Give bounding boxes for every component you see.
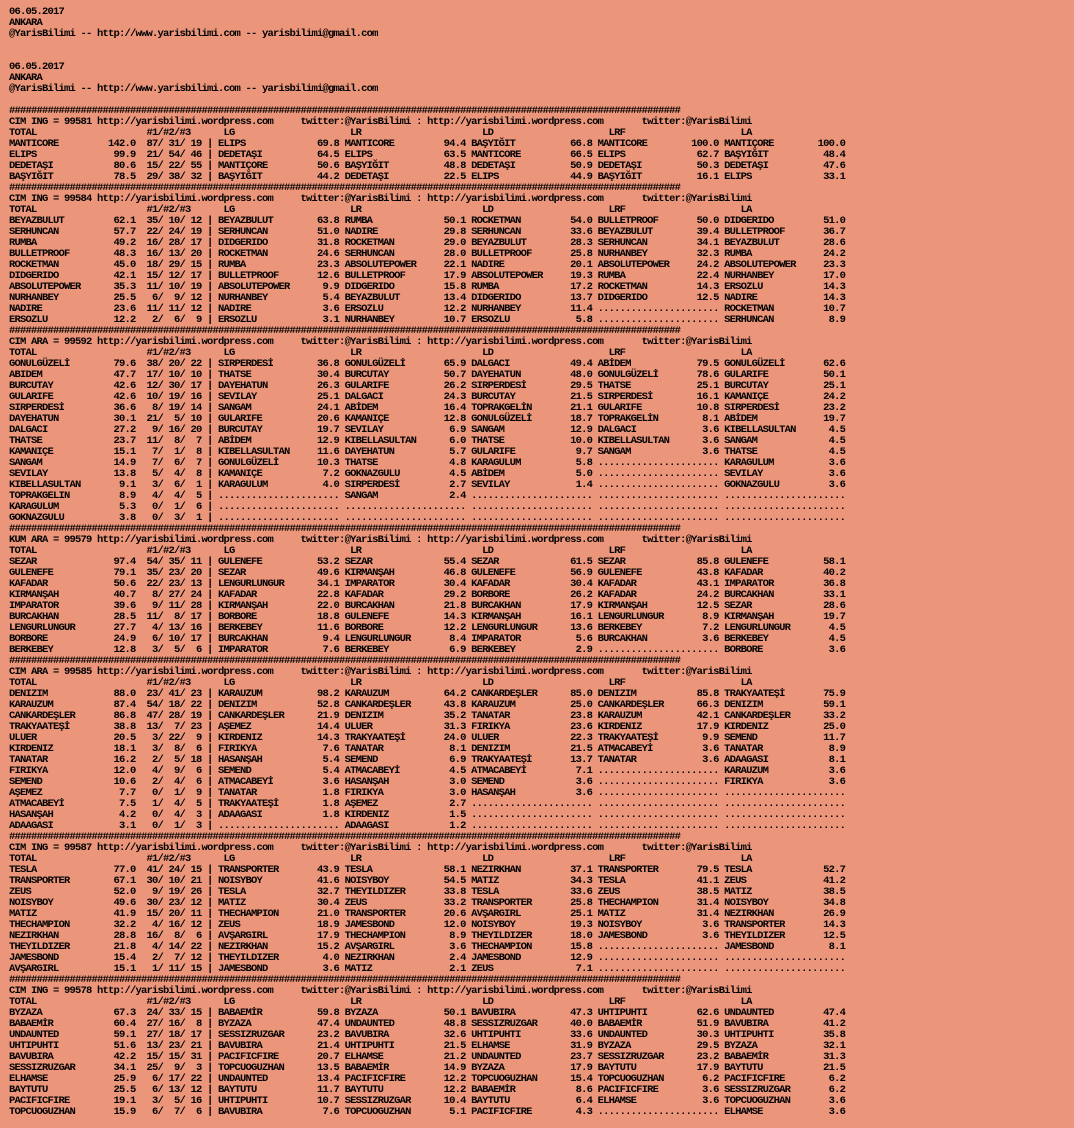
text-line: GULARIFE 42.6 10/ 19/ 16 | SEVILAY 25.1 DALGACI 24.3 BURCUTAY 21.5 SIRPERDESİ 16.1 KAMANIÇE 24.2: [9, 391, 846, 403]
text-line: LENGURLUNGUR 27.7 4/ 13/ 16 | BERKEBEY 11.6 BORBORE 12.2 LENGURLUNGUR 13.6 BERKEBEY 7.2 LENGURLUNGUR 4.5: [9, 622, 846, 634]
text-line: BURCUTAY 42.6 12/ 30/ 17 | DAYEHATUN 26.3 GULARIFE 26.2 SIRPERDESİ 29.5 THATSE 25.1 BURCUTAY 25.1: [9, 380, 846, 392]
separator-line: ##########################################################################################################################: [9, 105, 681, 117]
text-line: KARAUZUM 87.4 54/ 18/ 22 | DENIZIM 52.8 CANKARDEŞLER 43.8 KARAUZUM 25.0 CANKARDEŞLER 66.3 DENIZIM 59.1: [9, 699, 846, 711]
text-line: NEZIRKHAN 28.8 16/ 8/ 6 | AVŞARGIRL 17.9 THECHAMPION 8.9 THEYILDIZER 18.0 JAMESBOND 3.6 THEYILDIZER 12.5: [9, 930, 846, 942]
text-line: BYZAZA 67.3 24/ 33/ 15 | BABAEMİR 59.8 BYZAZA 50.1 BAVUBIRA 47.3 UHTIPUHTI 62.6 UNDAUNTED 47.4: [9, 1007, 846, 1019]
text-line: TESLA 77.0 41/ 24/ 15 | TRANSPORTER 43.9 TESLA 58.1 NEZIRKHAN 37.1 TRANSPORTER 79.5 TESLA 52.7: [9, 864, 846, 876]
text-line: CIM ARA = 99585 http://yarisbilimi.wordpress.com twitter:@YarisBilimi : http://yarisbilimi.wordpress.com twitter:@YarisBilimi: [9, 666, 752, 678]
text-line: TRAKYAATEŞİ 38.8 13/ 7/ 23 | AŞEMEZ 14.4 ULUER 31.3 FIRIKYA 23.6 KIRDENIZ 17.9 KIRDENIZ 25.0: [9, 721, 846, 733]
text-line: CANKARDEŞLER 86.8 47/ 28/ 19 | CANKARDEŞLER 21.9 DENIZIM 35.2 TANATAR 23.8 KARAUZUM 42.1 CANKARDEŞLER 33.2: [9, 710, 846, 722]
text-line: HASANŞAH 4.2 0/ 4/ 3 | ADAAGASI 1.8 KIRDENIZ 1.5 ...................... ...................... ......................: [9, 809, 846, 821]
text-line: NURHANBEY 25.5 6/ 9/ 12 | NURHANBEY 5.4 BEYAZBULUT 13.4 DIDGERIDO 13.7 DIDGERIDO 12.5 NADIRE 14.3: [9, 292, 846, 304]
text-line: @YarisBilimi -- http://www.yarisbilimi.com -- yarisbilimi@gmail.com: [9, 83, 378, 95]
text-line: IMPARATOR 39.6 9/ 11/ 28 | KIRMANŞAH 22.0 BURCAKHAN 21.8 BURCAKHAN 17.9 KIRMANŞAH 12.5 SEZAR 28.6: [9, 600, 846, 612]
text-line: TOPCUOGUZHAN 15.9 6/ 7/ 6 | BAVUBIRA 7.6 TOPCUOGUZHAN 5.1 PACIFICFIRE 4.3 ...................... ELHAMSE 3.6: [9, 1106, 846, 1118]
text-line: NOISYBOY 49.6 30/ 23/ 12 | MATIZ 30.4 ZEUS 33.2 TRANSPORTER 25.8 THECHAMPION 31.4 NOISYBOY 34.8: [9, 897, 846, 909]
text-line: SEMEND 10.6 2/ 4/ 6 | ATMACABEYİ 3.6 HASANŞAH 3.0 SEMEND 3.6 ...................... FIRIKYA 3.6: [9, 776, 846, 788]
text-line: KARAGULUM 5.3 0/ 1/ 6 | ...................... ...................... ...................... ...................... ......................: [9, 501, 846, 513]
text-line: AŞEMEZ 7.7 0/ 1/ 9 | TANATAR 1.8 FIRIKYA 3.0 HASANŞAH 3.6 ...................... ......................: [9, 787, 846, 799]
text-line: ANKARA: [9, 72, 43, 84]
text-line: ADAAGASI 3.1 0/ 1/ 3 | ...................... ADAAGASI 1.2 ...................... ...................... ......................: [9, 820, 846, 832]
text-line: ROCKETMAN 45.0 18/ 29/ 15 | RUMBA 23.3 ABSOLUTEPOWER 22.1 NADIRE 20.1 ABSOLUTEPOWER 24.2 ABSOLUTEPOWER 23.3: [9, 259, 846, 271]
text-line: BABAEMİR 60.4 27/ 16/ 8 | BYZAZA 47.4 UNDAUNTED 48.8 SESSIZRUZGAR 40.0 BABAEMİR 51.9 BAVUBIRA 41.2: [9, 1018, 846, 1030]
text-line: JAMESBOND 15.4 2/ 7/ 12 | THEYILDIZER 4.0 NEZIRKHAN 2.4 JAMESBOND 12.9 ...................... ......................: [9, 952, 846, 964]
separator-line: ##########################################################################################################################: [9, 974, 681, 986]
text-line: SESSIZRUZGAR 34.1 25/ 9/ 3 | TOPCUOGUZHAN 13.5 BABAEMİR 14.9 BYZAZA 17.9 BAYTUTU 17.9 BAYTUTU 21.5: [9, 1062, 846, 1074]
text-line: SEVILAY 13.8 5/ 4/ 8 | KAMANIÇE 7.2 GOKNAZGULU 4.5 ABİDEM 5.0 ...................... SEVILAY 3.6: [9, 468, 846, 480]
text-line: CIM ING = 99578 http://yarisbilimi.wordpress.com twitter:@YarisBilimi : http://yarisbilimi.wordpress.com twitter:@YarisBilimi: [9, 985, 752, 997]
text-line: TANATAR 16.2 2/ 5/ 18 | HASANŞAH 5.4 SEMEND 6.9 TRAKYAATEŞİ 13.7 TANATAR 3.6 ADAAGASI 8.1: [9, 754, 846, 766]
text-line: GONULGÜZELİ 79.6 38/ 20/ 22 | SIRPERDESİ 36.8 GONULGÜZELİ 65.9 DALGACI 49.4 ABİDEM 79.5 GONULGÜZELİ 62.6: [9, 358, 846, 370]
text-line: BORBORE 24.9 6/ 10/ 17 | BURCAKHAN 9.4 LENGURLUNGUR 8.4 IMPARATOR 5.6 BURCAKHAN 3.6 BERKEBEY 4.5: [9, 633, 846, 645]
text-line: DEDETAŞI 80.6 15/ 22/ 55 | MANTIÇORE 50.6 BAŞYIĞIT 48.8 DEDETAŞI 50.9 DEDETAŞI 50.3 DEDETAŞI 47.6: [9, 160, 846, 172]
text-line: BERKEBEY 12.8 3/ 5/ 6 | IMPARATOR 7.6 BERKEBEY 6.9 BERKEBEY 2.9 ...................... BORBORE 3.6: [9, 644, 846, 656]
text-line: TOTAL #1/#2/#3 LG LR LD LRF LA: [9, 545, 752, 557]
text-line: ANKARA: [9, 17, 43, 29]
text-line: GOKNAZGULU 3.8 0/ 3/ 1 | ...................... ...................... ...................... ...................... ......................: [9, 512, 846, 524]
text-line: UNDAUNTED 59.1 27/ 18/ 17 | SESSIZRUZGAR 23.2 BAVUBIRA 32.6 UHTIPUHTI 33.6 UNDAUNTED 30.3 UHTIPUHTI 35.8: [9, 1029, 846, 1041]
text-line: KUM ARA = 99579 http://yarisbilimi.wordpress.com twitter:@YarisBilimi : http://yarisbilimi.wordpress.com twitter:@YarisBilimi: [9, 534, 752, 546]
text-line: BAŞYIĞIT 78.5 29/ 38/ 32 | BAŞYIĞIT 44.2 DEDETAŞI 22.5 ELIPS 44.9 BAŞYIĞIT 16.1 ELIPS 33.1: [9, 171, 846, 183]
text-line: TOTAL #1/#2/#3 LG LR LD LRF LA: [9, 996, 752, 1008]
text-line: KIRMANŞAH 40.7 8/ 27/ 24 | KAFADAR 22.8 KAFADAR 29.2 BORBORE 26.2 KAFADAR 24.2 BURCAKHAN 33.1: [9, 589, 846, 601]
text-line: CIM ING = 99587 http://yarisbilimi.wordpress.com twitter:@YarisBilimi : http://yarisbilimi.wordpress.com twitter:@YarisBilimi: [9, 842, 752, 854]
text-line: ABSOLUTEPOWER 35.3 11/ 10/ 19 | ABSOLUTEPOWER 9.9 DIDGERIDO 15.8 RUMBA 17.2 ROCKETMAN 14.3 ERSOZLU 14.3: [9, 281, 846, 293]
text-line: [9, 40, 1074, 51]
text-line: DENIZIM 88.0 23/ 41/ 23 | KARAUZUM 98.2 KARAUZUM 64.2 CANKARDEŞLER 85.0 DENIZIM 85.8 TRAKYAATEŞİ 75.9: [9, 688, 846, 700]
text-line: ULUER 20.5 3/ 22/ 9 | KIRDENIZ 14.3 TRAKYAATEŞİ 24.0 ULUER 22.3 TRAKYAATEŞİ 9.9 SEMEND 11.7: [9, 732, 846, 744]
text-line: DAYEHATUN 30.1 21/ 5/ 10 | GULARIFE 20.6 KAMANIÇE 12.8 GONULGÜZELİ 18.7 TOPRAKGELİN 8.1 ABİDEM 19.7: [9, 413, 846, 425]
text-line: CIM ING = 99581 http://yarisbilimi.wordpress.com twitter:@YarisBilimi : http://yarisbilimi.wordpress.com twitter:@YarisBilimi: [9, 116, 752, 128]
text-line: MATIZ 41.9 15/ 20/ 11 | THECHAMPION 21.0 TRANSPORTER 20.6 AVŞARGIRL 25.1 MATIZ 31.4 NEZIRKHAN 26.9: [9, 908, 846, 920]
text-line: NADIRE 23.6 11/ 11/ 12 | NADIRE 3.6 ERSOZLU 12.2 NURHANBEY 11.4 ...................... ROCKETMAN 10.7: [9, 303, 846, 315]
text-line: DALGACI 27.2 9/ 16/ 20 | BURCUTAY 19.7 SEVILAY 6.9 SANGAM 12.9 DALGACI 3.6 KIBELLASULTAN 4.5: [9, 424, 846, 436]
text-line: THATSE 23.7 11/ 8/ 7 | ABİDEM 12.9 KIBELLASULTAN 6.0 THATSE 10.0 KIBELLASULTAN 3.6 SANGAM 4.5: [9, 435, 846, 447]
text-line: KAMANIÇE 15.1 7/ 1/ 8 | KIBELLASULTAN 11.6 DAYEHATUN 5.7 GULARIFE 9.7 SANGAM 3.6 THATSE 4.5: [9, 446, 846, 458]
text-line: AVŞARGIRL 15.1 1/ 11/ 15 | JAMESBOND 3.6 MATIZ 2.1 ZEUS 7.1 ...................... ......................: [9, 963, 846, 975]
separator-line: ##########################################################################################################################: [9, 325, 681, 337]
text-line: ZEUS 52.0 9/ 19/ 26 | TESLA 32.7 THEYILDIZER 33.8 TESLA 33.6 ZEUS 38.5 MATIZ 38.5: [9, 886, 846, 898]
text-line: TRANSPORTER 67.1 30/ 10/ 21 | NOISYBOY 41.6 NOISYBOY 54.5 MATIZ 34.3 TESLA 41.1 ZEUS 41.2: [9, 875, 846, 887]
text-line: TOPRAKGELIN 8.9 4/ 4/ 5 | ...................... SANGAM 2.4 ...................... ...................... ......................: [9, 490, 846, 502]
text-line: SERHUNCAN 57.7 22/ 24/ 19 | SERHUNCAN 51.0 NADIRE 29.8 SERHUNCAN 33.6 BEYAZBULUT 39.4 BULLETPROOF 36.7: [9, 226, 846, 238]
text-line: 06.05.2017: [9, 61, 65, 73]
text-line: SIRPERDESİ 36.6 8/ 19/ 14 | SANGAM 24.1 ABİDEM 16.4 TOPRAKGELİN 21.1 GULARIFE 10.8 SIRPERDESİ 23.2: [9, 402, 846, 414]
text-line: CIM ARA = 99592 http://yarisbilimi.wordpress.com twitter:@YarisBilimi : http://yarisbilimi.wordpress.com twitter:@YarisBilimi: [9, 336, 752, 348]
text-line: RUMBA 49.2 16/ 28/ 17 | DIDGERIDO 31.8 ROCKETMAN 29.0 BEYAZBULUT 28.3 SERHUNCAN 34.1 BEYAZBULUT 28.6: [9, 237, 846, 249]
text-line: TOTAL #1/#2/#3 LG LR LD LRF LA: [9, 677, 752, 689]
text-line: @YarisBilimi -- http://www.yarisbilimi.com -- yarisbilimi@gmail.com: [9, 28, 378, 40]
text-line: TOTAL #1/#2/#3 LG LR LD LRF LA: [9, 127, 752, 139]
separator-line: ##########################################################################################################################: [9, 655, 681, 667]
text-line: ABIDEM 47.7 17/ 10/ 10 | THATSE 30.4 BURCUTAY 50.7 DAYEHATUN 48.0 GONULGÜZELİ 78.6 GULARIFE 50.1: [9, 369, 846, 381]
text-line: BAYTUTU 25.5 6/ 13/ 12 | BAYTUTU 11.7 BAYTUTU 12.2 BABAEMİR 8.6 PACIFICFIRE 3.6 SESSIZRUZGAR 6.2: [9, 1084, 846, 1096]
text-line: ELHAMSE 25.9 6/ 17/ 22 | UNDAUNTED 13.4 PACIFICFIRE 12.2 TOPCUOGUZHAN 15.4 TOPCUOGUZHAN 6.2 PACIFICFIRE 6.2: [9, 1073, 846, 1085]
text-line: PACIFICFIRE 19.1 3/ 5/ 16 | UHTIPUHTI 10.7 SESSIZRUZGAR 10.4 BAYTUTU 6.4 ELHAMSE 3.6 TOPCUOGUZHAN 3.6: [9, 1095, 846, 1107]
text-line: UHTIPUHTI 51.6 13/ 23/ 21 | BAVUBIRA 21.4 UHTIPUHTI 21.5 ELHAMSE 31.9 BYZAZA 29.5 BYZAZA 32.1: [9, 1040, 846, 1052]
separator-line: ##########################################################################################################################: [9, 831, 681, 843]
separator-line: ##########################################################################################################################: [9, 182, 681, 194]
text-line: BAVUBIRA 42.2 15/ 15/ 31 | PACIFICFIRE 20.7 ELHAMSE 21.2 UNDAUNTED 23.7 SESSIZRUZGAR 23.2 BABAEMİR 31.3: [9, 1051, 846, 1063]
text-line: KIBELLASULTAN 9.1 3/ 6/ 1 | KARAGULUM 4.0 SIRPERDESİ 2.7 SEVILAY 1.4 ...................... GOKNAZGULU 3.6: [9, 479, 846, 491]
separator-line: ##########################################################################################################################: [9, 523, 681, 535]
text-line: THEYILDIZER 21.8 4/ 14/ 22 | NEZIRKHAN 15.2 AVŞARGIRL 3.6 THECHAMPION 15.8 ...................... JAMESBOND 8.1: [9, 941, 846, 953]
text-line: ATMACABEYİ 7.5 1/ 4/ 5 | TRAKYAATEŞİ 1.8 AŞEMEZ 2.7 ...................... ...................... ......................: [9, 798, 846, 810]
text-line: [9, 51, 1074, 62]
text-line: ELIPS 99.9 21/ 54/ 46 | DEDETAŞI 64.5 ELIPS 63.5 MANTICORE 66.5 ELIPS 62.7 BAŞYIĞIT 48.4: [9, 149, 846, 161]
text-line: SEZAR 97.4 54/ 35/ 11 | GULENEFE 53.2 SEZAR 55.4 SEZAR 61.5 SEZAR 85.8 GULENEFE 58.1: [9, 556, 846, 568]
text-line: FIRIKYA 12.0 4/ 9/ 6 | SEMEND 5.4 ATMACABEYİ 4.5 ATMACABEYİ 7.1 ...................... KARAUZUM 3.6: [9, 765, 846, 777]
text-line: BULLETPROOF 48.3 16/ 13/ 20 | ROCKETMAN 24.6 SERHUNCAN 28.0 BULLETPROOF 25.8 NURHANBEY 32.3 RUMBA 24.2: [9, 248, 846, 260]
text-line: MANTICORE 142.0 87/ 31/ 19 | ELIPS 69.8 MANTICORE 94.4 BAŞYIĞIT 66.8 MANTICORE 100.0 MANTIÇORE 100.0: [9, 138, 846, 150]
text-line: BURCAKHAN 28.5 11/ 8/ 17 | BORBORE 18.8 GULENEFE 14.3 KIRMANŞAH 16.1 LENGURLUNGUR 8.9 KIRMANŞAH 19.7: [9, 611, 846, 623]
text-line: SANGAM 14.9 7/ 6/ 7 | GONULGÜZELİ 10.3 THATSE 4.8 KARAGULUM 5.8 ...................... KARAGULUM 3.6: [9, 457, 846, 469]
text-line: 06.05.2017: [9, 6, 65, 18]
text-line: KIRDENIZ 18.1 3/ 8/ 6 | FIRIKYA 7.6 TANATAR 8.1 DENIZIM 21.5 ATMACABEYİ 3.6 TANATAR 8.9: [9, 743, 846, 755]
text-line: GULENEFE 79.1 35/ 23/ 20 | SEZAR 49.6 KIRMANŞAH 46.8 GULENEFE 56.9 GULENEFE 43.8 KAFADAR 40.2: [9, 567, 846, 579]
text-line: BEYAZBULUT 62.1 35/ 10/ 12 | BEYAZBULUT 63.8 RUMBA 50.1 ROCKETMAN 54.0 BULLETPROOF 50.0 DIDGERIDO 51.0: [9, 215, 846, 227]
text-line: TOTAL #1/#2/#3 LG LR LD LRF LA: [9, 853, 752, 865]
text-line: CIM ING = 99584 http://yarisbilimi.wordpress.com twitter:@YarisBilimi : http://yarisbilimi.wordpress.com twitter:@YarisBilimi: [9, 193, 752, 205]
text-line: TOTAL #1/#2/#3 LG LR LD LRF LA: [9, 204, 752, 216]
text-line: DIDGERIDO 42.1 15/ 12/ 17 | BULLETPROOF 12.6 BULLETPROOF 17.9 ABSOLUTEPOWER 19.3 RUMBA 22.4 NURHANBEY 17.0: [9, 270, 846, 282]
text-line: THECHAMPION 32.2 4/ 16/ 12 | ZEUS 18.9 JAMESBOND 12.0 NOISYBOY 19.3 NOISYBOY 3.6 TRANSPORTER 14.3: [9, 919, 846, 931]
text-line: TOTAL #1/#2/#3 LG LR LD LRF LA: [9, 347, 752, 359]
text-line: ERSOZLU 12.2 2/ 6/ 9 | ERSOZLU 3.1 NURHANBEY 10.7 ERSOZLU 5.8 ...................... SERHUNCAN 8.9: [9, 314, 846, 326]
text-line: KAFADAR 50.6 22/ 23/ 13 | LENGURLUNGUR 34.1 IMPARATOR 30.4 KAFADAR 30.4 KAFADAR 43.1 IMPARATOR 36.8: [9, 578, 846, 590]
